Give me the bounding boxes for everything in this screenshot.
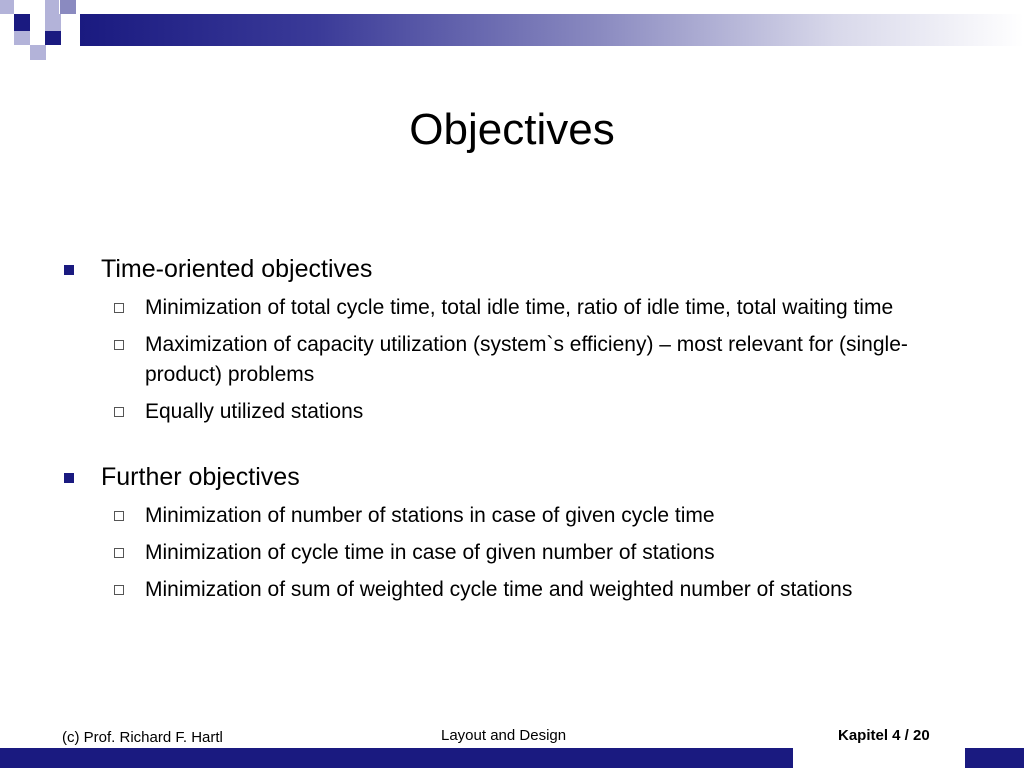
list-item-text: Minimization of cycle time in case of given number of stations: [145, 541, 715, 564]
hollow-square-bullet-icon: [114, 585, 124, 595]
list-item-text: Maximization of capacity utilization (system`s efficieny) – most relevant for (single-product) problems: [145, 333, 908, 386]
section-heading-text: Further objectives: [101, 463, 300, 491]
footer-page-number: Kapitel 4 / 20: [838, 727, 930, 744]
list-item-text: Minimization of sum of weighted cycle time and weighted number of stations: [145, 578, 853, 601]
hollow-square-bullet-icon: [114, 303, 124, 313]
list-item-text: Equally utilized stations: [145, 400, 364, 423]
hollow-square-bullet-icon: [114, 340, 124, 350]
header-square-decoration: [45, 0, 59, 14]
list-item: [60, 330, 960, 390]
header-square-decoration: [30, 45, 46, 60]
header-square-decoration: [45, 14, 61, 31]
list-item: [60, 397, 960, 427]
header-square-decoration: [14, 14, 30, 31]
hollow-square-bullet-icon: [114, 548, 124, 558]
list-item: [60, 293, 960, 323]
list-item: [60, 538, 960, 568]
section-heading: [60, 252, 960, 286]
footer-author: (c) Prof. Richard F. Hartl: [62, 729, 223, 746]
header-square-decoration: [0, 0, 14, 14]
slide-title: Objectives: [409, 105, 615, 154]
hollow-square-bullet-icon: [114, 511, 124, 521]
list-item: [60, 501, 960, 531]
section-heading-text: Time-oriented objectives: [101, 255, 373, 283]
list-item-text: Minimization of number of stations in case of given cycle time: [145, 504, 715, 527]
list-item: [60, 575, 960, 605]
footer-course: Layout and Design: [441, 727, 567, 744]
header-square-decoration: [60, 0, 76, 14]
hollow-square-bullet-icon: [114, 407, 124, 417]
list-item-text: Minimization of total cycle time, total idle time, ratio of idle time, total waiting time: [145, 296, 894, 319]
footer-page-panel: [793, 745, 965, 768]
square-bullet-icon: [64, 265, 74, 275]
header-square-decoration: [14, 31, 30, 45]
square-bullet-icon: [64, 473, 74, 483]
section-heading: [60, 460, 960, 494]
header-gradient-bar: [80, 14, 1024, 46]
header-square-decoration: [45, 31, 61, 45]
slide-content: [60, 252, 960, 605]
